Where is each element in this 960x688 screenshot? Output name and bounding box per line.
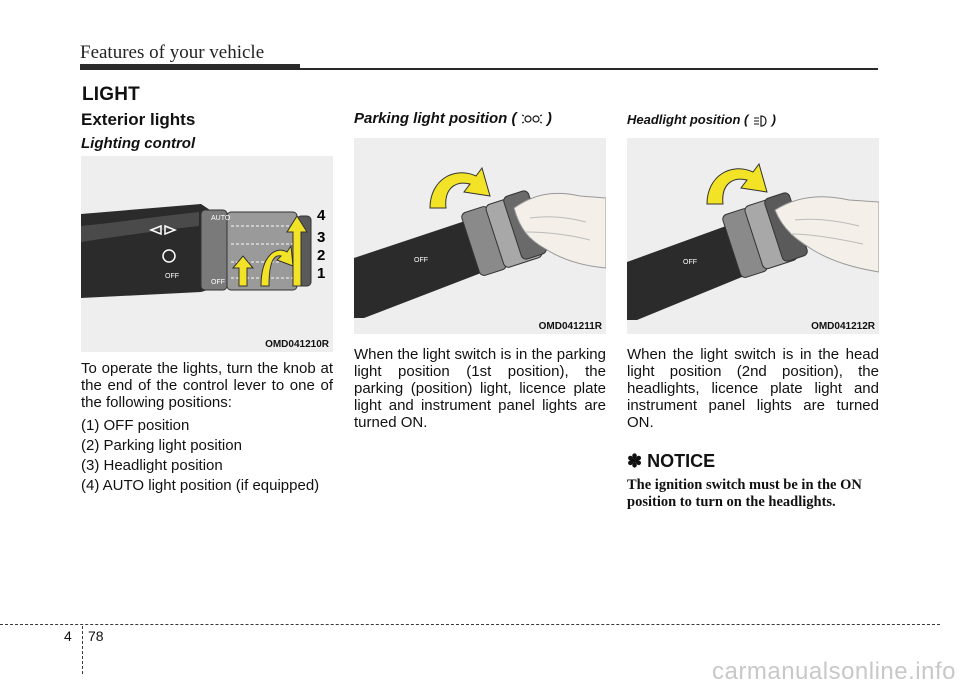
lever-illustration-1 [81,156,333,352]
footer-page-number: 78 [88,628,104,644]
list-item-auto: (4) AUTO light position (if equipped) [81,477,320,494]
headlight-icon [752,114,768,128]
column-headlight [627,112,879,128]
header-rule-thin [80,68,878,70]
parking-light-icon [521,112,543,126]
position-number-4: 4 [317,207,326,224]
heading-parking-suffix: ) [546,110,552,127]
parking-light-paragraph: When the light switch is in the parking light position (1st position), the parking (position) light, licence plate light and instrument panel lights are turned ON. [354,346,606,431]
positions-list [81,417,333,494]
running-header: Features of your vehicle [80,42,265,63]
position-number-3: 3 [317,229,326,246]
notice-title-text: NOTICE [647,451,716,471]
figure-headlight [627,138,879,334]
heading-parking-light [354,110,606,127]
position-number-1: 1 [317,265,326,282]
heading-parking-prefix: Parking light position ( [354,110,517,127]
heading-headlight [627,112,879,128]
subheading-lighting-control: Lighting control [81,135,196,152]
column-3-body [627,346,879,511]
lever-illustration-3 [627,138,879,334]
intro-paragraph: To operate the lights, turn the knob at the end of the control lever to one of the following positions: [81,360,333,411]
heading-headlight-suffix: ) [771,112,776,127]
notice-text: The ignition switch must be in the ON position to turn on the headlights. [627,477,862,510]
lever-label-off-2: OFF [211,279,225,286]
watermark: carmanualsonline.info [712,658,956,685]
figure-lighting-control [81,156,333,352]
list-item-off: (1) OFF position [81,417,190,434]
column-1-body [81,360,333,497]
list-item-headlight: (3) Headlight position [81,457,223,474]
lever-illustration-2 [354,138,606,334]
heading-headlight-prefix: Headlight position ( [627,112,749,127]
figure-code-1: OMD041210R [265,339,329,350]
lever-label-off-4: OFF [683,259,697,266]
position-number-2: 2 [317,247,326,264]
list-item-parking: (2) Parking light position [81,437,242,454]
figure-code-3: OMD041212R [811,321,875,332]
footer-chapter-number: 4 [64,628,72,644]
lever-label-auto: AUTO [211,215,231,222]
lever-label-off: OFF [165,273,179,280]
figure-code-2: OMD041211R [538,321,602,332]
section-title: LIGHT [82,84,140,105]
lever-label-off-3: OFF [414,257,428,264]
figure-parking-light [354,138,606,334]
footer-divider [82,626,83,674]
notice-icon: ✽ [627,451,643,471]
column-exterior-lights [81,110,333,152]
heading-exterior-lights: Exterior lights [81,110,196,129]
notice-title [627,451,879,472]
footer-rule [0,624,940,625]
column-parking-light [354,110,606,127]
headlight-paragraph: When the light switch is in the head light position (2nd position), the headlights, licence plate light and instrument panel lights are turned ON. [627,346,879,431]
column-2-body [354,346,606,431]
